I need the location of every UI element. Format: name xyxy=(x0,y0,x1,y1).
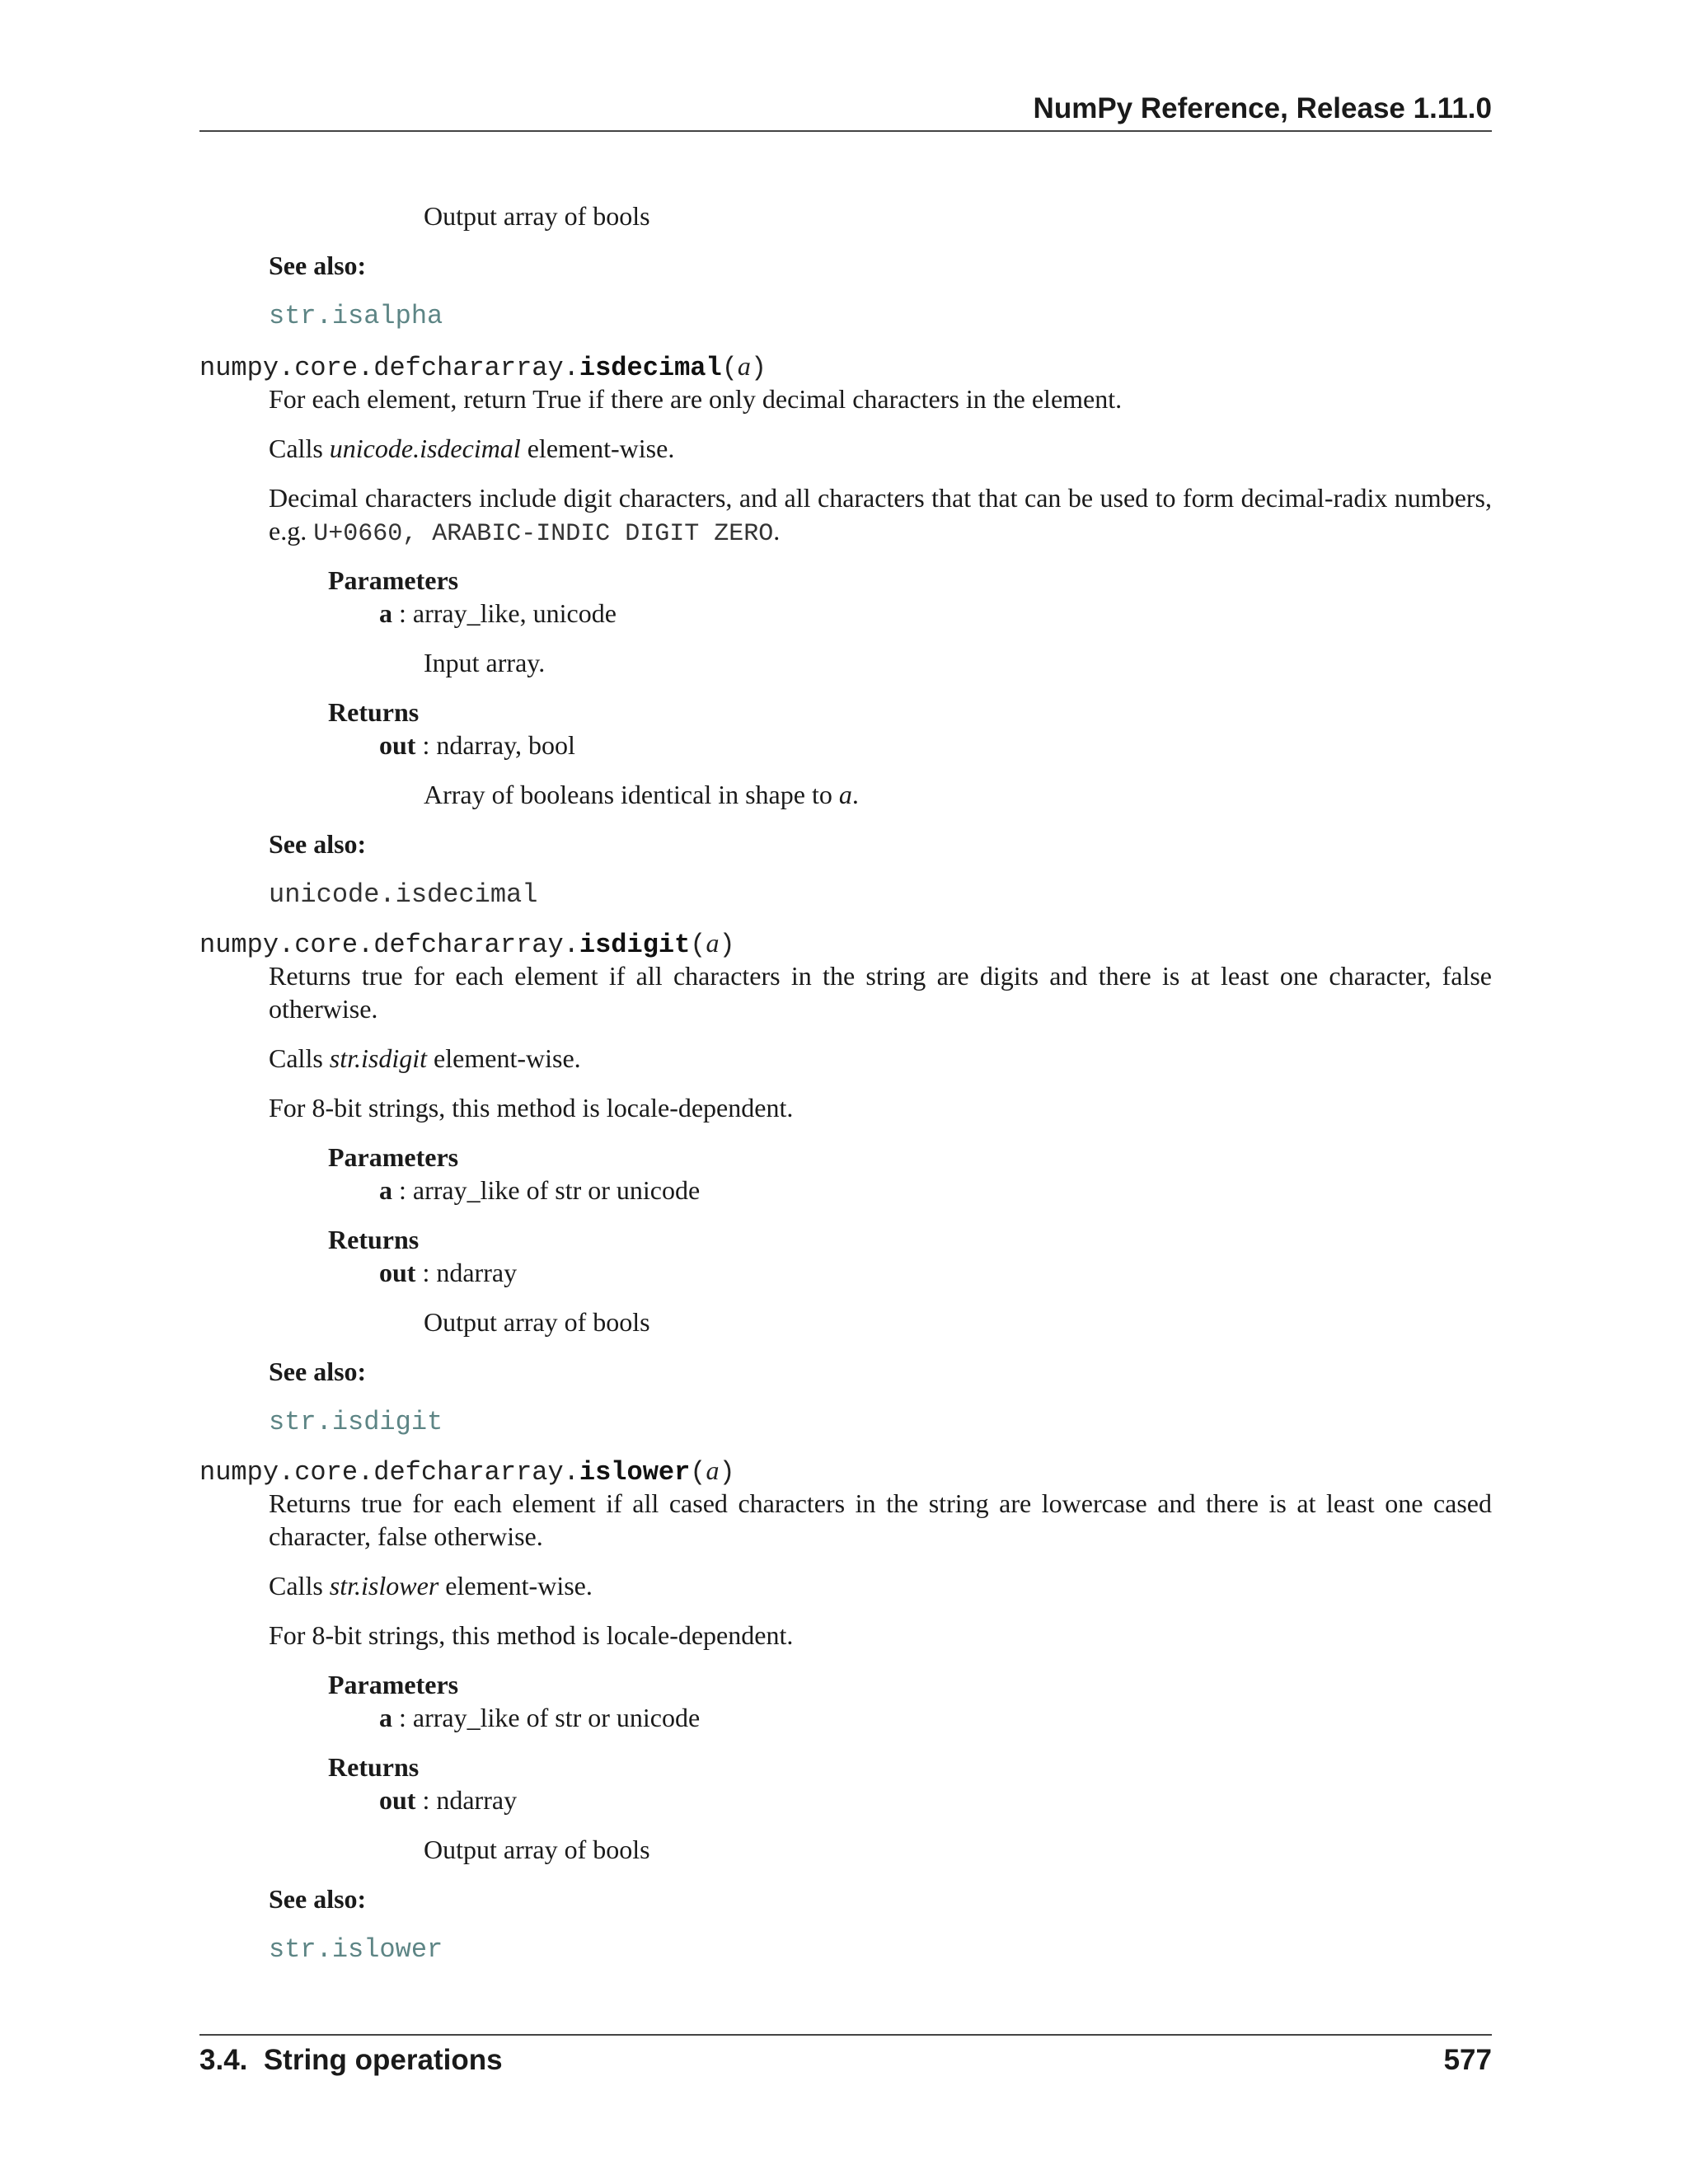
isdecimal-param-desc: Input array. xyxy=(424,648,546,677)
sig-open-paren: ( xyxy=(690,1457,706,1488)
prev-see-also-link[interactable]: str.isalpha xyxy=(269,301,443,331)
isdigit-summary: Returns true for each element if all characters in the string are digits and there is at least one character, false otherwise. xyxy=(269,961,1492,1024)
sig-prefix: numpy.core.defchararray. xyxy=(199,1457,579,1488)
sig-prefix: numpy.core.defchararray. xyxy=(199,930,579,960)
param-name: a xyxy=(379,598,392,628)
islower-see-also-link[interactable]: str.islower xyxy=(269,1934,443,1965)
calls-suffix: element-wise. xyxy=(438,1571,593,1601)
sig-function-name: isdigit xyxy=(579,930,691,960)
isdecimal-param xyxy=(379,597,617,630)
param-type: array_like, unicode xyxy=(412,598,617,628)
isdigit-locale-note: For 8-bit strings, this method is locale-dependent. xyxy=(269,1093,794,1122)
isdigit-param xyxy=(379,1174,700,1207)
param-name: a xyxy=(379,1175,392,1205)
isdigit-calls xyxy=(269,1042,581,1075)
islower-calls xyxy=(269,1569,593,1602)
isdecimal-summary: For each element, return True if there are only decimal characters in the element. xyxy=(269,384,1123,414)
isdigit-params-label: Parameters xyxy=(328,1142,459,1172)
islower-summary: Returns true for each element if all cased characters in the string are lowercase and there is at least one cased character, false otherwise. xyxy=(269,1488,1492,1551)
isdecimal-see-also-label: See also: xyxy=(269,829,367,859)
isdigit-return-desc: Output array of bools xyxy=(424,1307,650,1337)
sig-arg: a xyxy=(737,351,751,381)
islower-return xyxy=(379,1783,517,1816)
isdecimal-calls xyxy=(269,432,674,465)
return-name: out xyxy=(379,730,416,760)
isdecimal-return xyxy=(379,729,575,762)
isdigit-see-also-label: See also: xyxy=(269,1357,367,1386)
calls-ref: str.islower xyxy=(329,1571,439,1601)
sig-arg: a xyxy=(706,928,720,958)
sig-close-paren: ) xyxy=(750,353,767,383)
calls-suffix: element-wise. xyxy=(520,434,675,463)
islower-return-desc: Output array of bools xyxy=(424,1835,650,1864)
calls-ref: str.isdigit xyxy=(329,1043,428,1073)
islower-locale-note: For 8-bit strings, this method is locale-dependent. xyxy=(269,1620,794,1650)
detail-text: Decimal characters include digit characters, and all characters that that can be used to form decimal-radix numbers, e.g. xyxy=(269,483,1492,546)
return-type: ndarray xyxy=(436,1258,518,1287)
isdigit-signature xyxy=(199,926,735,962)
return-name: out xyxy=(379,1258,416,1287)
return-type: ndarray, bool xyxy=(436,730,575,760)
sig-prefix: numpy.core.defchararray. xyxy=(199,353,579,383)
param-type: array_like of str or unicode xyxy=(412,1175,701,1205)
calls-ref: unicode.isdecimal xyxy=(329,434,521,463)
prev-returns-desc: Output array of bools xyxy=(424,201,650,231)
islower-returns-label: Returns xyxy=(328,1752,420,1782)
running-header xyxy=(199,92,1492,132)
isdecimal-see-also-ref: unicode.isdecimal xyxy=(269,879,538,910)
isdigit-returns-label: Returns xyxy=(328,1225,420,1254)
param-sep: : xyxy=(392,1703,413,1732)
calls-suffix: element-wise. xyxy=(427,1043,581,1073)
return-sep: : xyxy=(415,730,437,760)
isdecimal-params-label: Parameters xyxy=(328,565,459,595)
return-type: ndarray xyxy=(436,1785,518,1815)
param-sep: : xyxy=(392,598,413,628)
param-type: array_like of str or unicode xyxy=(412,1703,701,1732)
return-sep: : xyxy=(415,1258,437,1287)
header-title: NumPy Reference, Release 1.11.0 xyxy=(1033,92,1492,124)
detail-code: U+0660, ARABIC-INDIC DIGIT ZERO xyxy=(313,520,774,548)
isdigit-see-also-link[interactable]: str.isdigit xyxy=(269,1407,443,1437)
isdecimal-return-desc xyxy=(424,778,859,811)
return-desc-end: . xyxy=(851,780,859,809)
sig-open-paren: ( xyxy=(690,930,706,960)
isdecimal-signature xyxy=(199,349,767,385)
footer-page-number: 577 xyxy=(1443,2044,1492,2076)
return-desc-arg: a xyxy=(838,780,852,809)
return-name: out xyxy=(379,1785,416,1815)
footer-section: 3.4. String operations xyxy=(199,2044,503,2076)
calls-prefix: Calls xyxy=(269,1571,330,1601)
sig-function-name: islower xyxy=(579,1457,691,1488)
sig-function-name: isdecimal xyxy=(579,353,722,383)
sig-open-paren: ( xyxy=(721,353,738,383)
param-sep: : xyxy=(392,1175,413,1205)
sig-close-paren: ) xyxy=(719,930,735,960)
isdigit-return xyxy=(379,1256,517,1289)
islower-param xyxy=(379,1701,700,1734)
sig-close-paren: ) xyxy=(719,1457,735,1488)
islower-params-label: Parameters xyxy=(328,1670,459,1699)
return-desc-text: Array of booleans identical in shape to xyxy=(424,780,839,809)
return-sep: : xyxy=(415,1785,437,1815)
running-footer xyxy=(199,2034,1492,2077)
isdecimal-returns-label: Returns xyxy=(328,697,420,727)
sig-arg: a xyxy=(706,1455,720,1485)
isdecimal-detail xyxy=(269,481,1492,551)
detail-text-end: . xyxy=(773,516,781,546)
calls-prefix: Calls xyxy=(269,1043,330,1073)
prev-see-also-label: See also: xyxy=(269,251,367,280)
calls-prefix: Calls xyxy=(269,434,330,463)
islower-signature xyxy=(199,1454,735,1489)
param-name: a xyxy=(379,1703,392,1732)
islower-see-also-label: See also: xyxy=(269,1884,367,1914)
